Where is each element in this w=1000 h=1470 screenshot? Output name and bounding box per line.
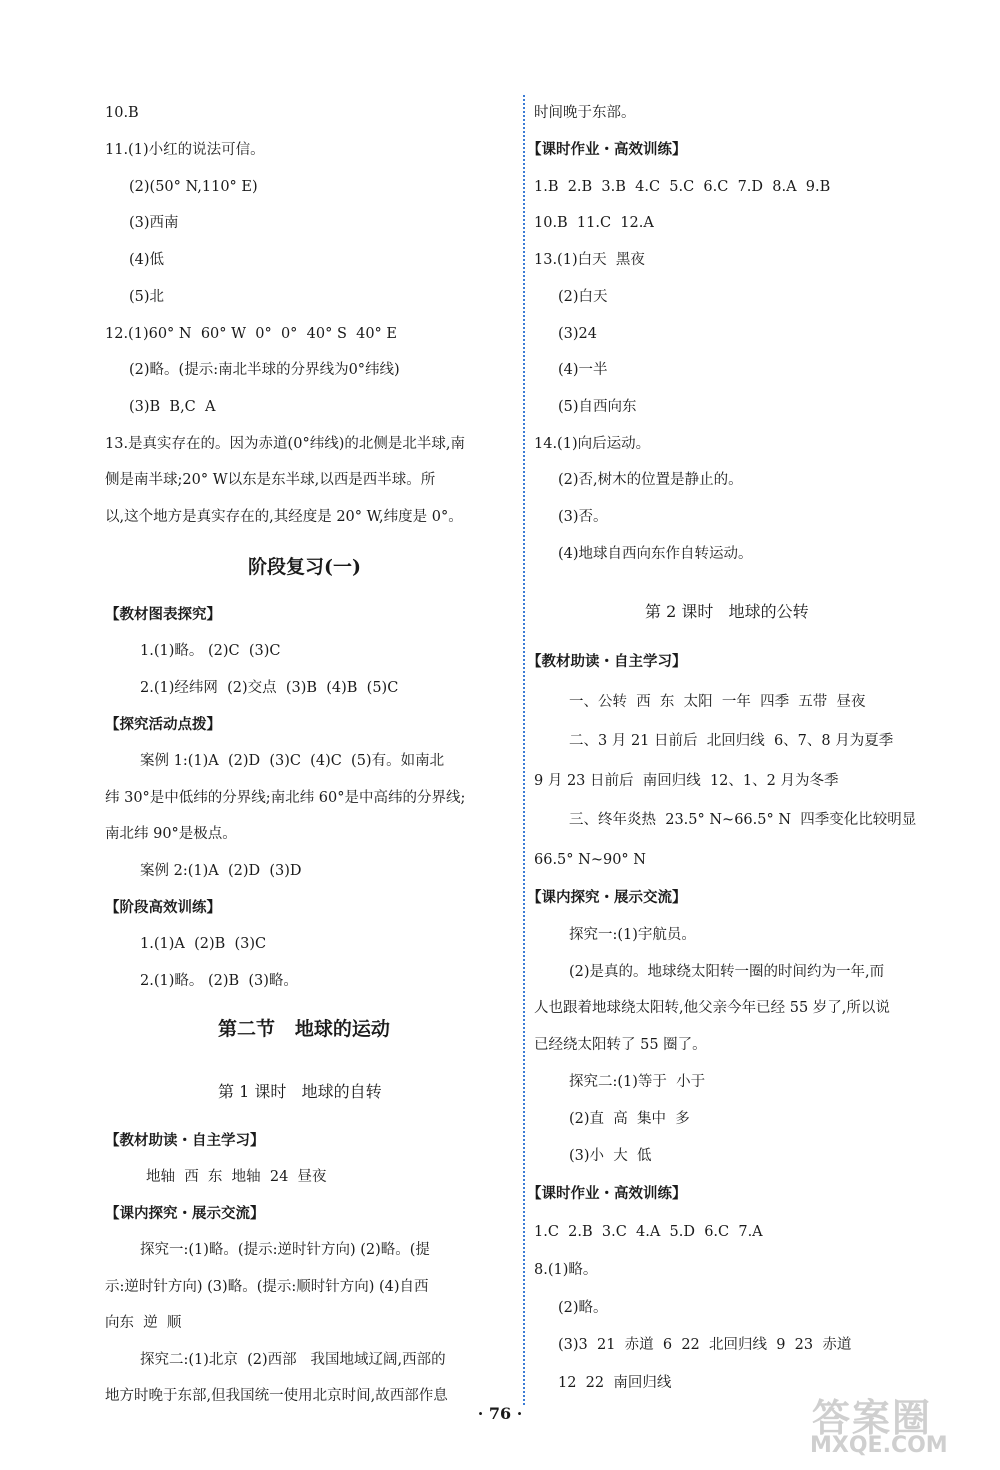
section-heading: 【课内探究・展示交流】 (527, 889, 687, 906)
column-divider (523, 95, 525, 1405)
page-number: · 76 · (477, 1404, 523, 1423)
answer-line: (3)小 大 低 (569, 1148, 652, 1164)
answer-line: (2)略。(提示:南北半球的分界线为0°纬线) (129, 362, 400, 378)
answer-line: 13.是真实存在的。因为赤道(0°纬线)的北侧是北半球,南 (105, 436, 465, 452)
answer-line: (4)一半 (558, 362, 608, 378)
answer-line: 66.5° N~90° N (534, 852, 646, 868)
answer-line: (5)北 (129, 289, 165, 305)
answer-line: 一、公转 西 东 太阳 一年 四季 五带 昼夜 (569, 694, 866, 710)
answer-line: 2.(1)略。 (2)B (3)略。 (140, 973, 298, 989)
answer-line: 1.(1)略。 (2)C (3)C (140, 643, 281, 659)
section-heading: 【探究活动点拨】 (105, 716, 221, 733)
answer-line: 13.(1)白天 黑夜 (534, 252, 645, 268)
answer-line: (5)自西向东 (558, 399, 637, 415)
answer-line: (2)(50° N,110° E) (129, 179, 258, 195)
answer-line: 14.(1)向后运动。 (534, 436, 651, 452)
answer-line: 三、终年炎热 23.5° N~66.5° N 四季变化比较明显 (569, 812, 917, 828)
answer-line: 11.(1)小红的说法可信。 (105, 142, 265, 158)
section-heading: 【教材助读・自主学习】 (105, 1132, 265, 1149)
answer-line: 探究二:(1)北京 (2)西部 我国地域辽阔,西部的 (140, 1352, 446, 1368)
answer-line: (3)3 21 赤道 6 22 北回归线 9 23 赤道 (558, 1337, 852, 1353)
answer-line: 地轴 西 东 地轴 24 昼夜 (146, 1169, 327, 1185)
answer-line: 探究一:(1)宇航员。 (569, 927, 696, 943)
answer-line: 探究一:(1)略。(提示:逆时针方向) (2)略。(提 (140, 1242, 430, 1258)
answer-line: 10.B (105, 105, 139, 121)
section-title: 第 1 课时 地球的自转 (218, 1082, 382, 1101)
answer-line: (2)白天 (558, 289, 608, 305)
answer-line: 人也跟着地球绕太阳转,他父亲今年已经 55 岁了,所以说 (534, 1000, 890, 1016)
answer-line: 8.(1)略。 (534, 1262, 598, 1278)
section-heading: 【教材图表探究】 (105, 606, 221, 623)
answer-line: 案例 2:(1)A (2)D (3)D (140, 863, 302, 879)
answer-line: 12 22 南回归线 (558, 1375, 672, 1391)
section-heading: 【课时作业・高效训练】 (527, 141, 687, 158)
section-heading: 【课内探究・展示交流】 (105, 1205, 265, 1222)
answer-line: 纬 30°是中低纬的分界线;南北纬 60°是中高纬的分界线; (105, 790, 466, 806)
section-heading: 【阶段高效训练】 (105, 899, 221, 916)
section-heading: 【课时作业・高效训练】 (527, 1185, 687, 1202)
answer-line: 1.(1)A (2)B (3)C (140, 936, 267, 952)
answer-line: 南北纬 90°是极点。 (105, 826, 237, 842)
answer-line: 向东 逆 顺 (105, 1315, 182, 1331)
watermark-logo (800, 1385, 990, 1465)
answer-line: (2)否,树木的位置是静止的。 (558, 472, 743, 488)
answer-line: (4)地球自西向东作自转运动。 (558, 546, 753, 562)
section-heading: 【教材助读・自主学习】 (527, 653, 687, 670)
answer-line: 案例 1:(1)A (2)D (3)C (4)C (5)有。如南北 (140, 753, 445, 769)
answer-line: (3)否。 (558, 509, 608, 525)
answer-line: (3)西南 (129, 215, 179, 231)
answer-line: (2)略。 (558, 1300, 608, 1316)
answer-line: 9 月 23 日前后 南回归线 12、1、2 月为冬季 (534, 773, 839, 789)
section-title: 阶段复习(一) (248, 556, 361, 578)
answer-line: 已经绕太阳转了 55 圈了。 (534, 1037, 707, 1053)
answer-line: (2)是真的。地球绕太阳转一圈的时间约为一年,而 (569, 964, 885, 980)
answer-line: (3)24 (558, 326, 597, 342)
answer-line: 地方时晚于东部,但我国统一使用北京时间,故西部作息 (105, 1388, 448, 1404)
answer-line: (2)直 高 集中 多 (569, 1111, 690, 1127)
watermark-text: 答案圈 (812, 1396, 933, 1440)
answer-line: (3)B B,C A (129, 399, 216, 415)
watermark-url: MXQE.COM (810, 1433, 948, 1458)
answer-line: 探究二:(1)等于 小于 (569, 1074, 706, 1090)
answer-line: 侧是南半球;20° W以东是东半球,以西是西半球。所 (105, 472, 436, 488)
answer-line: 时间晚于东部。 (534, 105, 636, 121)
answer-line: 示:逆时针方向) (3)略。(提示:顺时针方向) (4)自西 (105, 1279, 429, 1295)
answer-line: 1.B 2.B 3.B 4.C 5.C 6.C 7.D 8.A 9.B (534, 179, 831, 195)
answer-line: (4)低 (129, 252, 165, 268)
answer-line: 以,这个地方是真实存在的,其经度是 20° W,纬度是 0°。 (105, 509, 463, 525)
answer-line: 10.B 11.C 12.A (534, 215, 654, 231)
answer-line: 二、3 月 21 日前后 北回归线 6、7、8 月为夏季 (569, 733, 894, 749)
section-title: 第二节 地球的运动 (218, 1018, 390, 1040)
section-title: 第 2 课时 地球的公转 (645, 602, 809, 621)
answer-line: 1.C 2.B 3.C 4.A 5.D 6.C 7.A (534, 1224, 763, 1240)
answer-line: 2.(1)经纬网 (2)交点 (3)B (4)B (5)C (140, 680, 399, 696)
answer-line: 12.(1)60° N 60° W 0° 0° 40° S 40° E (105, 326, 397, 342)
